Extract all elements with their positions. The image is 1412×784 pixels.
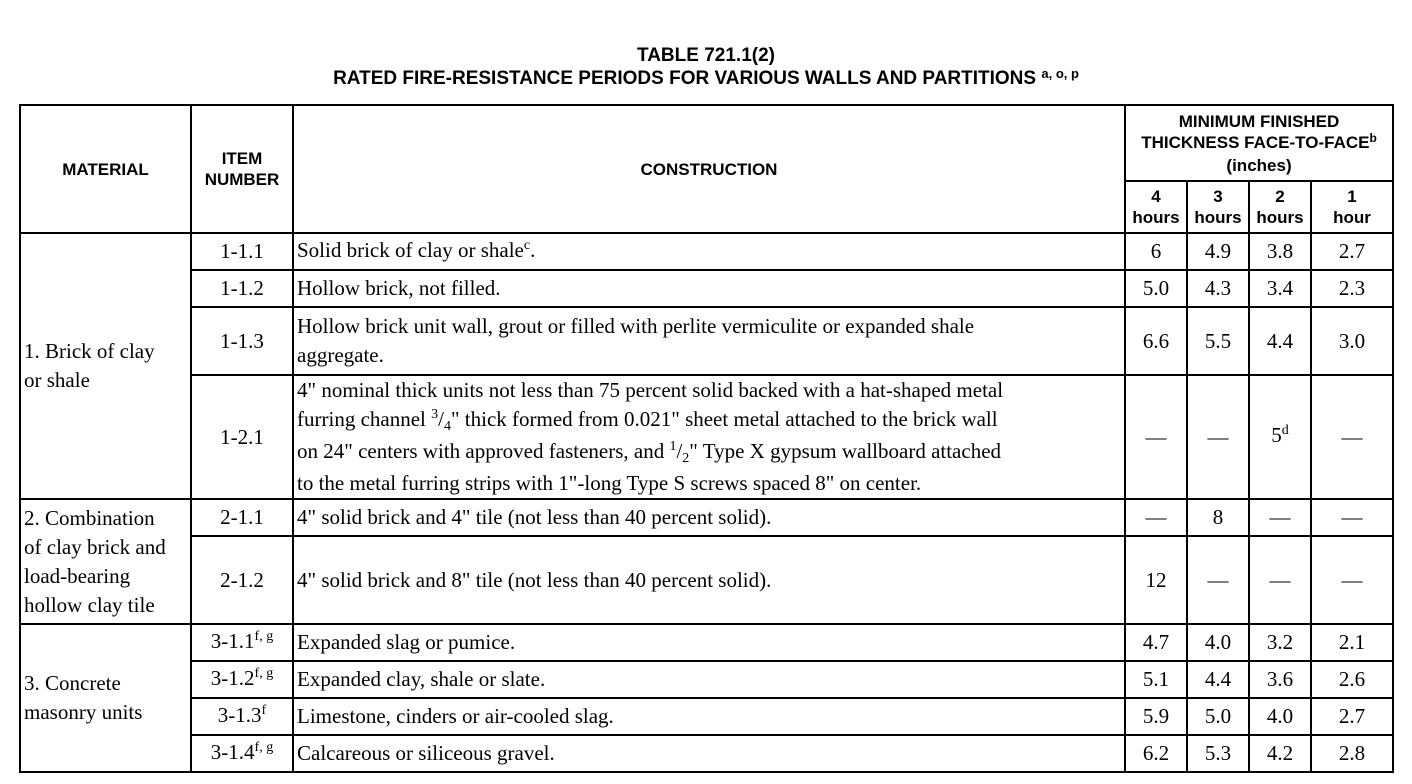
table-row [20, 499, 1393, 536]
value-4-hours: 12 [1125, 536, 1187, 624]
header-min-line1: MINIMUM FINISHED [1178, 111, 1340, 131]
value-2-hours: 4.4 [1249, 307, 1311, 375]
construction-cell: 4" solid brick and 4" tile (not less than 40 percent solid). [293, 499, 1125, 536]
value-3-hours: 5.3 [1187, 735, 1249, 772]
fire-resistance-table [19, 104, 1394, 773]
fraction-numerator: 1 [669, 439, 677, 454]
item-footnote: f, g [254, 739, 274, 755]
table-row [20, 233, 1393, 270]
item-text: 3-1.1 [210, 628, 255, 653]
value-3-hours: 5.0 [1187, 698, 1249, 735]
value-4-hours: — [1125, 375, 1187, 499]
item-number: 1-1.3 [191, 307, 293, 375]
value-4-hours: 6.6 [1125, 307, 1187, 375]
value-3-hours: 4.9 [1187, 233, 1249, 270]
item-footnote: f [261, 702, 267, 718]
hours-unit: hours [1132, 208, 1180, 227]
value-4-hours: 5.0 [1125, 270, 1187, 307]
hours-num: 2 [1275, 187, 1285, 206]
construction-text-end: . [530, 237, 536, 262]
material-line: of clay brick and [24, 534, 166, 559]
value-4-hours: 6.2 [1125, 735, 1187, 772]
header-material: MATERIAL [20, 105, 191, 233]
item-text: 3-1.4 [210, 739, 255, 764]
value-1-hour: 2.6 [1311, 661, 1393, 698]
value-1-hour: 3.0 [1311, 307, 1393, 375]
item-number: 1-2.1 [191, 375, 293, 499]
table-row [20, 536, 1393, 624]
header-min-line2: THICKNESS FACE-TO-FACE [1141, 132, 1370, 152]
item-number: 1-1.2 [191, 270, 293, 307]
table-row [20, 735, 1393, 772]
header-1-hour [1311, 181, 1393, 233]
value-3-hours: 5.5 [1187, 307, 1249, 375]
fraction-slash: / [438, 407, 444, 431]
header-item-line1: ITEM [221, 149, 263, 168]
header-item-line2: NUMBER [204, 170, 280, 189]
construction-cell [293, 375, 1125, 499]
header-item-number [191, 105, 293, 233]
value-2-hours: 3.4 [1249, 270, 1311, 307]
value-4-hours: 5.1 [1125, 661, 1187, 698]
value-1-hour: 2.7 [1311, 698, 1393, 735]
material-line: or shale [24, 368, 90, 392]
item-number [191, 698, 293, 735]
header-min-thickness [1125, 105, 1393, 181]
item-number: 2-1.2 [191, 536, 293, 624]
construction-text: on 24" centers with approved fasteners, and [297, 439, 670, 463]
hours-num: 4 [1151, 187, 1161, 206]
material-line: 1. Brick of clay [24, 339, 155, 363]
value-2-hours: 4.0 [1249, 698, 1311, 735]
item-number [191, 624, 293, 661]
item-text: 3-1.2 [210, 665, 255, 690]
header-3-hours [1187, 181, 1249, 233]
construction-cell: 4" solid brick and 8" tile (not less than 40 percent solid). [293, 536, 1125, 624]
value-text: 5 [1271, 423, 1282, 447]
value-4-hours: — [1125, 499, 1187, 536]
subtitle-text: RATED FIRE-RESISTANCE PERIODS FOR VARIOUS WALLS AND PARTITIONS [333, 68, 1037, 89]
material-line: masonry units [24, 700, 143, 724]
table-row [20, 375, 1393, 499]
hours-num: 3 [1213, 187, 1223, 206]
value-1-hour: — [1311, 499, 1393, 536]
value-3-hours: — [1187, 536, 1249, 624]
material-line: hollow clay tile [24, 592, 155, 617]
construction-line: to the metal furring strips with 1"-long Type S screws spaced 8" on center. [297, 471, 922, 495]
construction-line: aggregate. [297, 343, 384, 367]
construction-cell [293, 233, 1125, 270]
value-3-hours: 4.0 [1187, 624, 1249, 661]
item-number [191, 735, 293, 772]
value-2-hours: 3.8 [1249, 233, 1311, 270]
value-3-hours: 4.3 [1187, 270, 1249, 307]
hours-unit: hours [1256, 208, 1304, 227]
header-4-hours [1125, 181, 1187, 233]
value-4-hours: 6 [1125, 233, 1187, 270]
construction-cell [293, 307, 1125, 375]
value-2-hours: 4.2 [1249, 735, 1311, 772]
fraction-denominator: 4 [443, 419, 451, 434]
construction-text: furring channel [297, 407, 432, 431]
construction-text: Solid brick of clay or shale [297, 237, 524, 262]
value-1-hour: 2.3 [1311, 270, 1393, 307]
item-number: 2-1.1 [191, 499, 293, 536]
construction-line: 4" nominal thick units not less than 75 percent solid backed with a hat-shaped metal [297, 378, 1004, 402]
item-number: 1-1.1 [191, 233, 293, 270]
header-construction: CONSTRUCTION [293, 105, 1125, 233]
item-number [191, 661, 293, 698]
value-2-hours: — [1249, 499, 1311, 536]
hours-num: 1 [1347, 187, 1357, 206]
construction-cell: Hollow brick, not filled. [293, 270, 1125, 307]
value-1-hour: 2.8 [1311, 735, 1393, 772]
header-row [20, 105, 1393, 181]
material-brick-clay-shale [20, 233, 191, 499]
value-2-hours: 3.6 [1249, 661, 1311, 698]
item-footnote: f, g [254, 628, 274, 644]
value-4-hours: 5.9 [1125, 698, 1187, 735]
value-footnote: d [1281, 423, 1289, 438]
table-row [20, 661, 1393, 698]
value-2-hours: 3.2 [1249, 624, 1311, 661]
hours-unit: hour [1333, 208, 1371, 227]
header-min-note: b [1369, 130, 1377, 145]
construction-cell: Calcareous or siliceous gravel. [293, 735, 1125, 772]
table-row [20, 270, 1393, 307]
construction-text: " thick formed from 0.021" sheet metal attached to the brick wall [450, 407, 998, 431]
material-line: 2. Combination [24, 505, 155, 530]
value-4-hours: 4.7 [1125, 624, 1187, 661]
hours-unit: hours [1194, 208, 1242, 227]
construction-footnote: c [523, 237, 531, 253]
construction-cell: Limestone, cinders or air-cooled slag. [293, 698, 1125, 735]
construction-cell: Expanded slag or pumice. [293, 624, 1125, 661]
header-min-line3: (inches) [1226, 155, 1292, 175]
table-row [20, 698, 1393, 735]
construction-cell: Expanded clay, shale or slate. [293, 661, 1125, 698]
value-3-hours: 4.4 [1187, 661, 1249, 698]
table-subtitle [0, 68, 1412, 90]
fraction-slash: / [676, 439, 683, 463]
value-2-hours [1249, 375, 1311, 499]
construction-line: Hollow brick unit wall, grout or filled with perlite vermiculite or expanded shale [297, 314, 975, 338]
value-2-hours: — [1249, 536, 1311, 624]
material-line: 3. Concrete [24, 671, 121, 695]
table-row [20, 307, 1393, 375]
material-clay-brick-tile [20, 499, 191, 624]
item-footnote: f, g [254, 665, 274, 681]
material-line: load-bearing [24, 563, 131, 588]
material-concrete-masonry [20, 624, 191, 772]
value-1-hour: 2.1 [1311, 624, 1393, 661]
value-1-hour: — [1311, 375, 1393, 499]
value-1-hour: 2.7 [1311, 233, 1393, 270]
value-3-hours: — [1187, 375, 1249, 499]
value-3-hours: 8 [1187, 499, 1249, 536]
fraction-numerator: 3 [431, 407, 439, 422]
value-1-hour: — [1311, 536, 1393, 624]
item-text: 3-1.3 [217, 702, 262, 727]
subtitle-footnotes: a, o, p [1041, 66, 1079, 81]
header-2-hours [1249, 181, 1311, 233]
fraction-denominator: 2 [682, 451, 690, 466]
construction-text: " Type X gypsum wallboard attached [689, 439, 1002, 463]
table-row [20, 624, 1393, 661]
table-title: TABLE 721.1(2) [637, 45, 775, 66]
